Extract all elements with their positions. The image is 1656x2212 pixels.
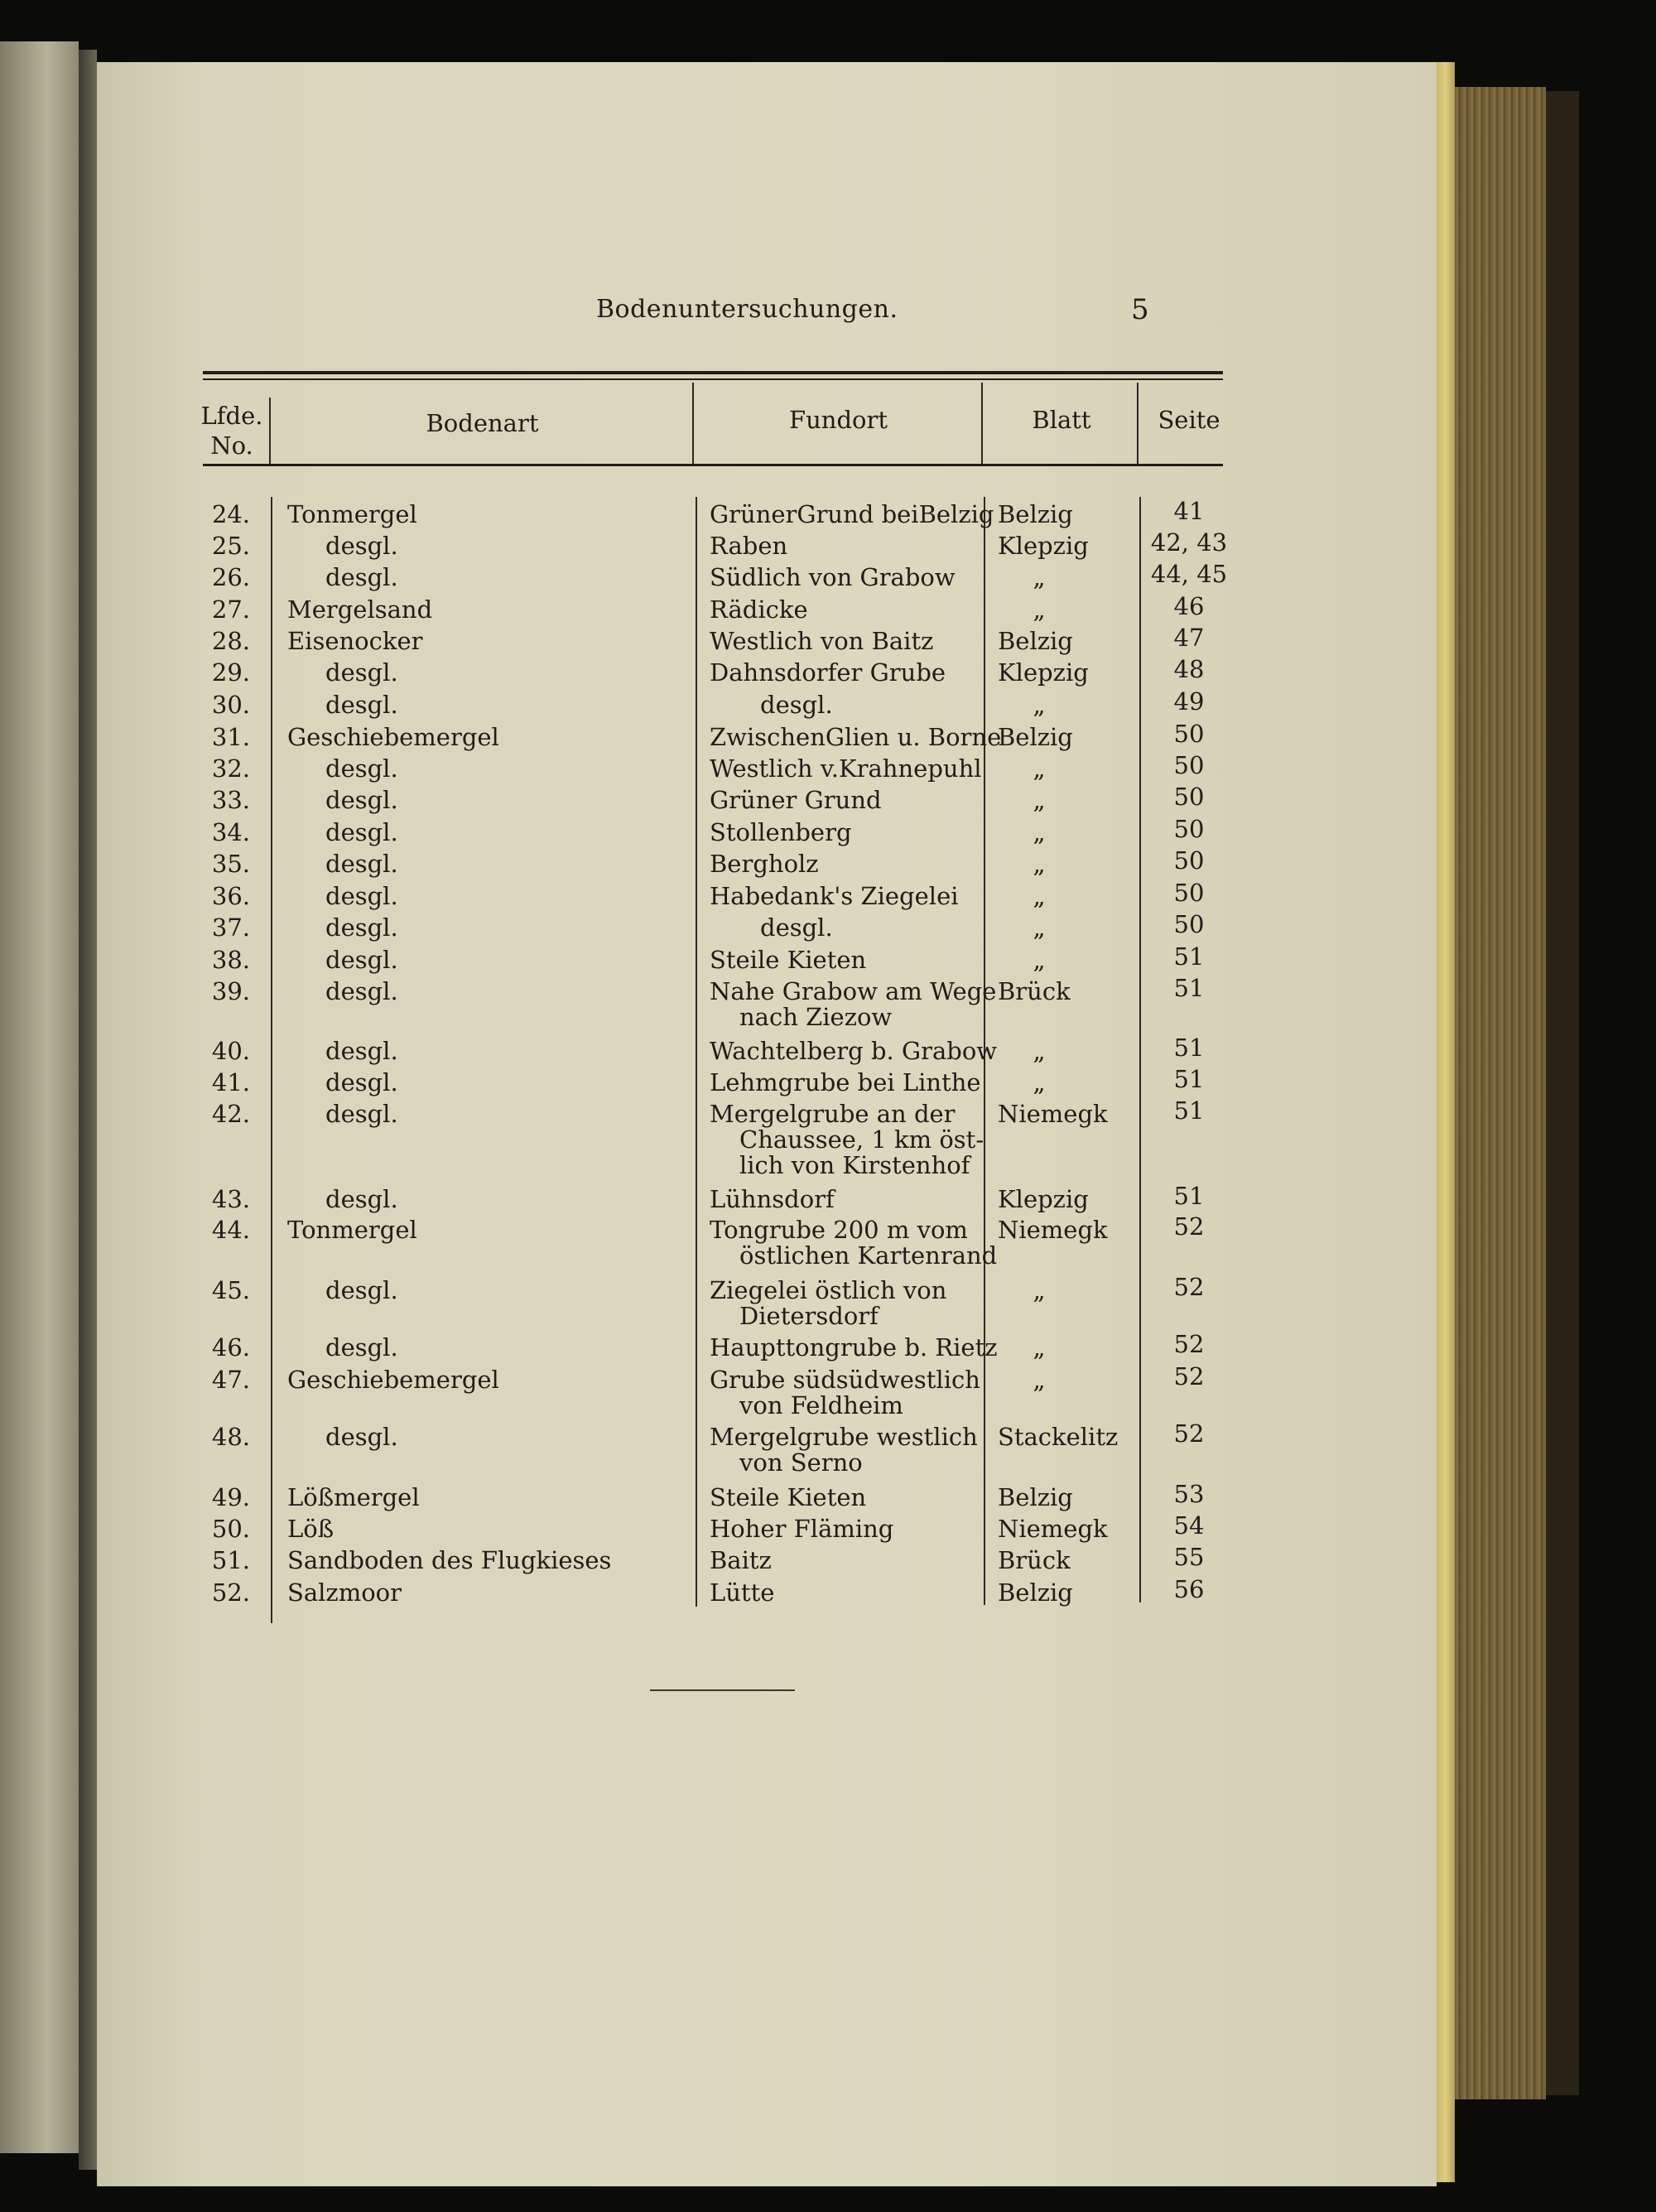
blatt-ditto-mark: „ [1033,913,1046,942]
seite-cell: 52 [1173,1273,1205,1301]
blatt-ditto-mark: „ [1033,1037,1046,1065]
seite-cell: 48 [1173,655,1205,683]
bodenart-cell: Geschiebemergel [287,1366,499,1394]
seite-cell: 42, 43 [1150,528,1228,557]
fundort-cell: Lütte [710,1578,775,1607]
header-nr: Lfde. No. [200,402,263,460]
row-number: 32. [211,754,250,783]
fundort-cell: GrünerGrund beiBelzig [710,500,994,528]
fundort-cell: von Feldheim [739,1391,903,1419]
row-number: 25. [211,532,250,560]
fundort-cell: Steile Kieten [710,946,867,974]
row-number: 40. [211,1037,250,1065]
row-number: 47. [211,1366,250,1394]
row-number: 33. [211,786,250,814]
page-number: 5 [1131,293,1149,326]
header-bodenart: Bodenart [426,409,539,437]
blatt-ditto-mark: „ [1033,1068,1046,1096]
bodenart-cell: desgl. [325,754,398,783]
row-number: 46. [211,1333,250,1361]
row-number: 31. [211,723,250,751]
seite-cell: 49 [1173,687,1205,716]
seite-cell: 52 [1173,1212,1205,1241]
row-number: 35. [211,850,250,878]
row-number: 37. [211,913,250,942]
fundort-cell: Mergelgrube an der [710,1100,956,1128]
blatt-cell: Stackelitz [998,1423,1119,1451]
fundort-cell: Baitz [710,1546,772,1574]
book-cover-edge [1546,91,1579,2095]
row-number: 29. [211,658,250,687]
seite-cell: 41 [1173,497,1205,525]
book-gutter [79,50,97,2170]
bodenart-cell: desgl. [325,1037,398,1065]
table-top-rule-thick [203,371,1223,374]
blatt-cell: Belzig [998,1578,1073,1607]
seite-cell: 55 [1173,1543,1205,1571]
running-head-title: Bodenuntersuchungen. [596,295,898,324]
row-number: 44. [211,1216,250,1244]
bodenart-cell: Lößmergel [287,1483,420,1511]
blatt-cell: Klepzig [998,658,1089,687]
seite-cell: 50 [1173,815,1205,843]
seite-cell: 52 [1173,1330,1205,1358]
bodenart-cell: Tonmergel [287,1216,417,1244]
fundort-cell: von Serno [739,1448,863,1477]
blatt-ditto-mark: „ [1033,786,1046,814]
blatt-cell: Niemegk [998,1100,1108,1128]
seite-cell: 50 [1173,910,1205,938]
blatt-ditto-mark: „ [1033,563,1046,591]
bodenart-cell: desgl. [325,913,398,942]
fundort-cell: Westlich von Baitz [710,627,934,655]
blatt-ditto-mark: „ [1033,946,1046,974]
seite-cell: 51 [1173,942,1205,971]
end-rule [650,1689,795,1691]
seite-cell: 52 [1173,1419,1205,1448]
header-separator-3 [981,383,983,464]
seite-cell: 56 [1173,1575,1205,1603]
fundort-cell: Lehmgrube bei Linthe [710,1068,981,1096]
blatt-ditto-mark: „ [1033,850,1046,878]
bodenart-cell: desgl. [325,1185,398,1213]
table-top-rule-thin [203,378,1223,380]
bodenart-cell: Mergelsand [287,595,433,624]
book-fore-edge [1455,87,1546,2099]
row-number: 27. [211,595,250,624]
seite-cell: 50 [1173,720,1205,748]
fundort-cell: Rädicke [710,595,808,624]
bodenart-cell: desgl. [325,658,398,687]
fundort-cell: nach Ziezow [739,1003,893,1031]
blatt-cell: Belzig [998,500,1073,528]
row-number: 38. [211,946,250,974]
fundort-cell: Bergholz [710,850,819,878]
fundort-cell: Mergelgrube westlich [710,1423,978,1451]
blatt-cell: Klepzig [998,1185,1089,1213]
facing-page-edge [0,41,79,2153]
column-separator-1 [271,497,272,1623]
row-number: 36. [211,882,250,910]
fundort-cell: Steile Kieten [710,1483,867,1511]
seite-cell: 51 [1173,1096,1205,1125]
header-blatt: Blatt [1032,406,1091,434]
fundort-cell: Ziegelei östlich von [710,1276,947,1304]
seite-cell: 54 [1173,1511,1205,1540]
fundort-cell: Südlich von Grabow [710,563,956,591]
fundort-cell: Hoher Fläming [710,1515,894,1543]
row-number: 49. [211,1483,250,1511]
fundort-cell: Grüner Grund [710,786,882,814]
seite-cell: 52 [1173,1362,1205,1390]
row-number: 42. [211,1100,250,1128]
header-separator-1 [269,398,271,464]
fundort-cell: Nahe Grabow am Wege [710,977,997,1005]
blatt-ditto-mark: „ [1033,595,1046,624]
fundort-cell: Tongrube 200 m vom [710,1216,968,1244]
row-number: 41. [211,1068,250,1096]
bodenart-cell: desgl. [325,1423,398,1451]
row-number: 24. [211,500,250,528]
blatt-cell: Brück [998,977,1071,1005]
fundort-cell: Chaussee, 1 km öst- [739,1125,984,1154]
blatt-cell: Belzig [998,1483,1073,1511]
row-number: 30. [211,691,250,719]
bodenart-cell: desgl. [325,946,398,974]
fundort-cell: Westlich v.Krahnepuhl [710,754,982,783]
fundort-cell: Dietersdorf [739,1302,879,1330]
column-separator-4 [1139,497,1141,1602]
header-fundort: Fundort [788,406,888,434]
blatt-ditto-mark: „ [1033,754,1046,783]
blatt-cell: Niemegk [998,1515,1108,1543]
header-separator-2 [692,383,694,464]
row-number: 26. [211,563,250,591]
bodenart-cell: Geschiebemergel [287,723,499,751]
blatt-cell: Belzig [998,723,1073,751]
seite-cell: 50 [1173,846,1205,875]
bodenart-cell: desgl. [325,882,398,910]
gilt-page-edge [1437,62,1455,2182]
bodenart-cell: desgl. [325,786,398,814]
bodenart-cell: Sandboden des Flugkieses [287,1546,612,1574]
bodenart-cell: desgl. [325,977,398,1005]
fundort-cell: östlichen Kartenrand [739,1241,998,1270]
bodenart-cell: desgl. [325,1068,398,1096]
seite-cell: 46 [1173,592,1205,620]
fundort-cell: Raben [710,532,788,560]
seite-cell: 51 [1173,1034,1205,1062]
row-number: 28. [211,627,250,655]
blatt-ditto-mark: „ [1033,1276,1046,1304]
fundort-cell: desgl. [760,913,833,942]
seite-cell: 50 [1173,879,1205,907]
running-head [0,295,1656,336]
bodenart-cell: desgl. [325,563,398,591]
seite-cell: 51 [1173,1182,1205,1210]
seite-cell: 50 [1173,783,1205,811]
seite-cell: 53 [1173,1480,1205,1508]
seite-cell: 47 [1173,624,1205,652]
row-number: 43. [211,1185,250,1213]
bodenart-cell: Salzmoor [287,1578,402,1607]
row-number: 52. [211,1578,250,1607]
seite-cell: 51 [1173,1065,1205,1093]
seite-cell: 51 [1173,974,1205,1002]
blatt-ditto-mark: „ [1033,818,1046,846]
fundort-cell: Dahnsdorfer Grube [710,658,946,687]
bodenart-cell: Tonmergel [287,500,417,528]
seite-cell: 44, 45 [1150,560,1228,588]
blatt-cell: Belzig [998,627,1073,655]
bodenart-cell: desgl. [325,1100,398,1128]
blatt-ditto-mark: „ [1033,882,1046,910]
header-seite: Seite [1158,406,1220,434]
bodenart-cell: desgl. [325,818,398,846]
fundort-cell: Grube südsüdwestlich [710,1366,980,1394]
column-separator-2 [696,497,697,1607]
header-bottom-rule [203,464,1223,466]
fundort-cell: Haupttongrube b. Rietz [710,1333,998,1361]
bodenart-cell: desgl. [325,1276,398,1304]
blatt-ditto-mark: „ [1033,1333,1046,1361]
bodenart-cell: Eisenocker [287,627,423,655]
row-number: 34. [211,818,250,846]
fundort-cell: Habedank's Ziegelei [710,882,959,910]
bodenart-cell: desgl. [325,691,398,719]
row-number: 51. [211,1546,250,1574]
bodenart-cell: desgl. [325,1333,398,1361]
blatt-cell: Niemegk [998,1216,1108,1244]
fundort-cell: desgl. [760,691,833,719]
blatt-cell: Klepzig [998,532,1089,560]
row-number: 50. [211,1515,250,1543]
row-number: 45. [211,1276,250,1304]
bodenart-cell: Löß [287,1515,335,1543]
row-number: 48. [211,1423,250,1451]
bodenart-cell: desgl. [325,850,398,878]
fundort-cell: Lühnsdorf [710,1185,835,1213]
fundort-cell: Wachtelberg b. Grabow [710,1037,998,1065]
row-number: 39. [211,977,250,1005]
fundort-cell: ZwischenGlien u. Borne [710,723,1002,751]
blatt-ditto-mark: „ [1033,1366,1046,1394]
fundort-cell: Stollenberg [710,818,852,846]
fundort-cell: lich von Kirstenhof [739,1151,970,1179]
bodenart-cell: desgl. [325,532,398,560]
blatt-cell: Brück [998,1546,1071,1574]
seite-cell: 50 [1173,751,1205,779]
blatt-ditto-mark: „ [1033,691,1046,719]
